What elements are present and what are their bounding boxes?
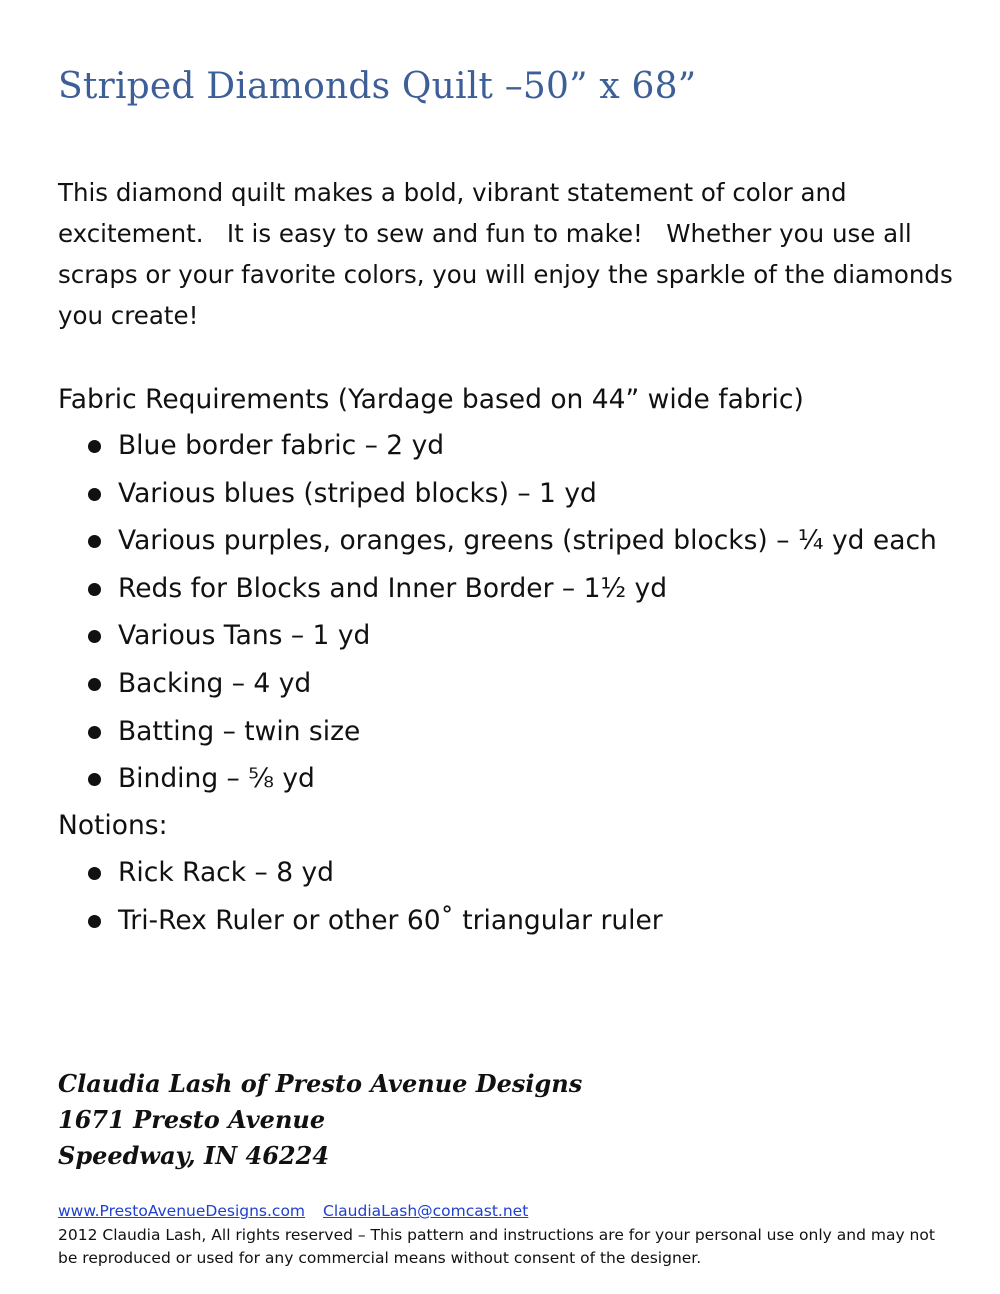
copyright-notice: 2012 Claudia Lash, All rights reserved – This pattern and instructions are for your personal use only and may not be reproduced or used for any commercial means without consent of the designer. [58, 1225, 935, 1267]
list-item: Reds for Blocks and Inner Border – 1½ yd [58, 571, 937, 619]
bullet-icon [88, 440, 101, 453]
notions-heading: Notions: [58, 810, 168, 841]
designer-name: Claudia Lash of Presto Avenue Designs [58, 1069, 583, 1098]
intro-paragraph: This diamond quilt makes a bold, vibrant statement of color and excitement. It is easy to sew and fun to make! Whether you use all scraps or your favorite colors, you will enjoy the sparkle of the diamonds you create! [58, 178, 961, 330]
fabric-requirements-heading: Fabric Requirements (Yardage based on 44” wide fabric) [58, 384, 804, 415]
bullet-icon [88, 630, 101, 643]
list-item: Various Tans – 1 yd [58, 618, 937, 666]
page-title: Striped Diamonds Quilt –50” x 68” [58, 66, 697, 107]
bullet-icon [88, 867, 101, 880]
list-item: Various purples, oranges, greens (striped blocks) – ¼ yd each [58, 523, 937, 571]
list-item: Various blues (striped blocks) – 1 yd [58, 476, 937, 524]
list-item: Backing – 4 yd [58, 666, 937, 714]
bullet-icon [88, 915, 101, 928]
list-item: Batting – twin size [58, 714, 937, 762]
bullet-icon [88, 678, 101, 691]
bullet-icon [88, 535, 101, 548]
city-state-zip: Speedway, IN 46224 [58, 1141, 330, 1170]
bullet-icon [88, 726, 101, 739]
designer-signature [58, 1066, 582, 1174]
fabric-requirements-list [58, 428, 937, 809]
street-address: 1671 Presto Avenue [58, 1105, 326, 1134]
list-item: Rick Rack – 8 yd [58, 855, 663, 903]
website-link[interactable]: www.PrestoAvenueDesigns.com [58, 1202, 306, 1220]
list-item: Binding – ⅝ yd [58, 761, 937, 809]
list-item: Blue border fabric – 2 yd [58, 428, 937, 476]
bullet-icon [88, 583, 101, 596]
list-item: Tri-Rex Ruler or other 60˚ triangular ruler [58, 903, 663, 951]
bullet-icon [88, 773, 101, 786]
footer-links [58, 1200, 958, 1224]
footer [58, 1200, 958, 1271]
notions-list [58, 855, 663, 950]
email-link[interactable]: ClaudiaLash@comcast.net [323, 1202, 529, 1220]
bullet-icon [88, 488, 101, 501]
